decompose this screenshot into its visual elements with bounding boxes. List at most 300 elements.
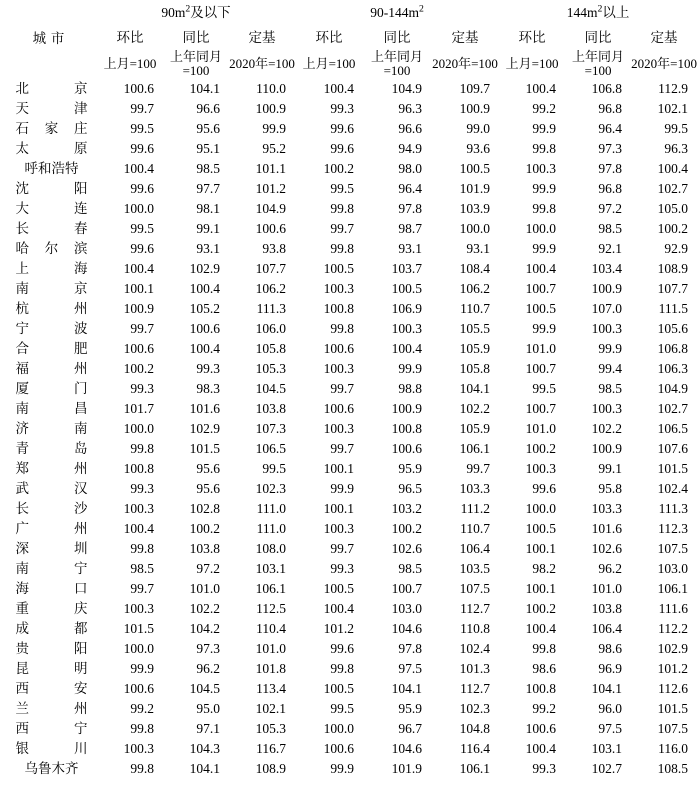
value-cell: 100.2 (525, 600, 557, 616)
value-cell: 100.6 (323, 340, 354, 356)
value-cell: 100.8 (391, 420, 422, 436)
value-cell: 99.3 (330, 560, 354, 576)
table-row (0, 739, 697, 759)
city-cell (0, 159, 97, 179)
value-cell: 100.8 (323, 300, 354, 316)
value-cell: 106.8 (657, 340, 689, 356)
column-header-city: 城市 (32, 31, 70, 47)
value-cell: 100.3 (391, 320, 422, 336)
city-cell (0, 219, 97, 239)
value-cell: 105.9 (459, 340, 491, 356)
value-cell: 99.7 (130, 100, 154, 116)
value-cell: 100.2 (391, 520, 422, 536)
value-cell: 100.9 (591, 440, 623, 456)
value-cell: 98.6 (598, 640, 623, 656)
city-cell (0, 579, 97, 599)
value-cell: 105.8 (459, 360, 491, 376)
value-cell: 99.4 (598, 360, 623, 376)
value-cell: 116.4 (460, 740, 491, 756)
value-cell: 102.7 (657, 400, 689, 416)
value-cell: 105.6 (657, 320, 689, 336)
city-label: 上海 (15, 260, 88, 276)
value-cell: 100.5 (323, 260, 354, 276)
value-cell: 98.2 (532, 560, 557, 576)
value-cell: 105.9 (459, 420, 491, 436)
value-cell: 100.4 (323, 80, 354, 96)
city-label: 成都 (15, 620, 88, 636)
value-cell: 99.1 (598, 460, 623, 476)
value-cell: 99.8 (130, 760, 154, 776)
table-row (0, 679, 697, 699)
value-cell: 100.0 (323, 720, 354, 736)
value-cell: 110.4 (256, 620, 286, 636)
value-cell: 96.2 (196, 660, 220, 676)
value-cell: 100.4 (123, 260, 154, 276)
value-cell: 102.1 (255, 700, 286, 716)
table-row (0, 159, 697, 179)
value-cell: 101.9 (391, 760, 422, 776)
value-cell: 102.7 (591, 760, 623, 776)
value-cell: 103.1 (255, 560, 286, 576)
value-cell: 100.4 (323, 600, 354, 616)
value-cell: 97.8 (398, 200, 422, 216)
value-cell: 99.5 (330, 700, 354, 716)
city-label: 宁波 (15, 320, 88, 336)
value-cell: 102.2 (189, 600, 220, 616)
value-cell: 105.2 (189, 300, 220, 316)
value-cell: 111.0 (256, 500, 286, 516)
table-row (0, 359, 697, 379)
table-row (0, 479, 697, 499)
value-cell: 101.0 (591, 580, 623, 596)
value-cell: 107.5 (657, 540, 689, 556)
value-cell: 99.7 (130, 580, 154, 596)
value-cell: 99.8 (532, 140, 557, 156)
table-row (0, 699, 697, 719)
value-cell: 101.0 (525, 420, 557, 436)
sup-1: 2 (418, 3, 424, 15)
base-header-0-2: 2020年=100 (229, 55, 295, 71)
city-cell (0, 639, 97, 659)
table-row (0, 439, 697, 459)
value-cell: 102.4 (657, 480, 689, 496)
value-cell: 99.2 (532, 700, 557, 716)
city-label: 重庆 (15, 600, 88, 616)
value-cell: 101.5 (657, 700, 689, 716)
base-header-2-2: 2020年=100 (631, 55, 697, 71)
value-cell: 112.2 (658, 620, 689, 636)
value-cell: 103.2 (391, 500, 422, 516)
value-cell: 99.8 (330, 240, 354, 256)
value-cell: 99.6 (330, 140, 354, 156)
city-cell (0, 399, 97, 419)
value-cell: 111.6 (658, 600, 689, 616)
value-cell: 103.5 (459, 560, 491, 576)
value-cell: 99.8 (532, 200, 557, 216)
value-cell: 101.7 (123, 400, 154, 416)
value-cell: 100.8 (525, 680, 557, 696)
value-cell: 112.3 (658, 520, 689, 536)
value-cell: 97.3 (598, 140, 623, 156)
value-cell: 105.0 (657, 200, 689, 216)
value-cell: 95.6 (196, 460, 220, 476)
value-cell: 110.7 (460, 520, 491, 536)
value-cell: 97.2 (598, 200, 623, 216)
value-cell: 100.3 (123, 600, 154, 616)
value-cell: 100.3 (591, 400, 623, 416)
metric-header-1-0: 环比 (315, 29, 343, 45)
city-label: 武汉 (15, 480, 88, 496)
value-cell: 98.0 (398, 160, 422, 176)
value-cell: 111.2 (460, 500, 491, 516)
city-label: 石家庄 (15, 120, 88, 136)
base-header-1-1: 上年同月=100 (370, 48, 423, 78)
value-cell: 106.1 (459, 440, 491, 456)
value-cell: 107.7 (657, 280, 689, 296)
value-cell: 100.6 (525, 720, 557, 736)
value-cell: 102.9 (189, 420, 220, 436)
value-cell: 100.9 (459, 100, 491, 116)
value-cell: 101.9 (459, 180, 491, 196)
value-cell: 107.6 (657, 440, 689, 456)
value-cell: 107.5 (657, 720, 689, 736)
value-cell: 99.6 (532, 480, 557, 496)
value-cell: 104.1 (189, 760, 220, 776)
value-cell: 104.5 (189, 680, 220, 696)
metric-header-0-0: 环比 (116, 29, 144, 45)
value-cell: 100.5 (459, 160, 491, 176)
value-cell: 101.8 (255, 660, 286, 676)
value-cell: 99.9 (130, 660, 154, 676)
value-cell: 110.8 (460, 620, 491, 636)
value-cell: 99.5 (532, 380, 557, 396)
table-header (0, 0, 697, 79)
table-row (0, 519, 697, 539)
value-cell: 111.5 (658, 300, 689, 316)
value-cell: 100.7 (391, 580, 422, 596)
value-cell: 100.5 (525, 520, 557, 536)
table-row (0, 339, 697, 359)
value-cell: 100.6 (255, 220, 286, 236)
metric-header-0-1: 同比 (182, 29, 210, 45)
value-cell: 100.7 (525, 280, 557, 296)
value-cell: 110.7 (460, 300, 491, 316)
value-cell: 111.3 (658, 500, 689, 516)
value-cell: 99.9 (532, 240, 557, 256)
value-cell: 97.1 (196, 720, 220, 736)
value-cell: 104.1 (391, 680, 422, 696)
value-cell: 108.4 (459, 260, 491, 276)
value-cell: 107.3 (255, 420, 286, 436)
value-cell: 96.4 (598, 120, 623, 136)
city-cell (0, 659, 97, 679)
value-cell: 112.9 (658, 80, 689, 96)
value-cell: 97.7 (196, 180, 220, 196)
table-row (0, 459, 697, 479)
value-cell: 112.7 (460, 600, 491, 616)
value-cell: 100.4 (525, 620, 557, 636)
city-label: 贵阳 (15, 640, 88, 656)
value-cell: 112.7 (460, 680, 491, 696)
value-cell: 99.3 (532, 760, 557, 776)
value-cell: 95.6 (196, 480, 220, 496)
value-cell: 100.0 (459, 220, 491, 236)
value-cell: 102.4 (459, 640, 491, 656)
value-cell: 99.7 (330, 440, 354, 456)
base-header-2-0: 上月=100 (505, 55, 559, 71)
table-row (0, 319, 697, 339)
value-cell: 100.4 (189, 280, 220, 296)
value-cell: 100.9 (123, 300, 154, 316)
value-cell: 96.4 (398, 180, 422, 196)
value-cell: 100.4 (123, 520, 154, 536)
value-cell: 111.3 (256, 300, 286, 316)
value-cell: 104.9 (255, 200, 286, 216)
city-label: 深圳 (15, 540, 88, 556)
value-cell: 105.5 (459, 320, 491, 336)
value-cell: 100.0 (123, 200, 154, 216)
value-cell: 101.5 (123, 620, 154, 636)
value-cell: 108.5 (657, 760, 689, 776)
value-cell: 104.9 (657, 380, 689, 396)
city-label: 广州 (15, 520, 88, 536)
value-cell: 100.7 (525, 360, 557, 376)
value-cell: 102.9 (189, 260, 220, 276)
value-cell: 98.3 (196, 380, 220, 396)
city-label: 西安 (15, 680, 88, 696)
value-cell: 113.4 (256, 680, 286, 696)
value-cell: 100.6 (189, 320, 220, 336)
value-cell: 97.2 (196, 560, 220, 576)
value-cell: 104.1 (459, 380, 491, 396)
value-cell: 100.6 (123, 680, 154, 696)
value-cell: 102.6 (391, 540, 422, 556)
city-label: 北京 (15, 80, 88, 96)
table-row (0, 579, 697, 599)
value-cell: 100.1 (525, 540, 557, 556)
sup-0: 2 (185, 3, 191, 15)
value-cell: 101.6 (189, 400, 220, 416)
value-cell: 100.3 (323, 520, 354, 536)
value-cell: 104.6 (391, 620, 422, 636)
city-cell (0, 679, 97, 699)
city-cell (0, 719, 97, 739)
value-cell: 112.5 (256, 600, 286, 616)
metric-header-2-0: 环比 (518, 29, 546, 45)
value-cell: 102.8 (189, 500, 220, 516)
table-row (0, 239, 697, 259)
table-row (0, 499, 697, 519)
value-cell: 99.6 (330, 120, 354, 136)
city-label: 合肥 (15, 340, 88, 356)
value-cell: 103.8 (591, 600, 623, 616)
city-cell (0, 179, 97, 199)
value-cell: 102.2 (459, 400, 491, 416)
value-cell: 103.3 (591, 500, 623, 516)
value-cell: 99.2 (130, 700, 154, 716)
value-cell: 112.6 (658, 680, 689, 696)
value-cell: 103.1 (591, 740, 623, 756)
table-row (0, 79, 697, 99)
value-cell: 107.5 (459, 580, 491, 596)
value-cell: 104.2 (189, 620, 220, 636)
table-row (0, 259, 697, 279)
value-cell: 101.0 (525, 340, 557, 356)
city-label: 兰州 (15, 700, 88, 716)
base-header-0-0: 上月=100 (103, 55, 157, 71)
base-header-0-1: 上年同月=100 (169, 48, 222, 78)
city-cell (0, 119, 97, 139)
city-cell (0, 79, 97, 99)
city-label: 西宁 (15, 720, 88, 736)
value-cell: 96.6 (196, 100, 220, 116)
value-cell: 97.5 (398, 660, 422, 676)
value-cell: 100.0 (123, 420, 154, 436)
value-cell: 116.7 (256, 740, 286, 756)
table-row (0, 539, 697, 559)
value-cell: 99.6 (130, 180, 154, 196)
value-cell: 102.9 (657, 640, 689, 656)
value-cell: 96.8 (598, 100, 623, 116)
value-cell: 111.0 (256, 520, 286, 536)
value-cell: 98.6 (532, 660, 557, 676)
value-cell: 106.4 (591, 620, 623, 636)
base-header-1-0: 上月=100 (302, 55, 356, 71)
city-label: 福州 (15, 360, 88, 376)
city-label: 呼和浩特 (24, 160, 79, 176)
value-cell: 100.9 (391, 400, 422, 416)
value-cell: 105.8 (255, 340, 286, 356)
city-label: 济南 (15, 420, 88, 436)
value-cell: 99.8 (330, 660, 354, 676)
table-row (0, 119, 697, 139)
value-cell: 98.8 (398, 380, 422, 396)
value-cell: 94.9 (398, 140, 422, 156)
city-cell (0, 499, 97, 519)
city-cell (0, 439, 97, 459)
city-cell (0, 759, 97, 779)
table-row (0, 639, 697, 659)
value-cell: 102.1 (657, 100, 689, 116)
group-label-0: $90m^2$及以下 (161, 3, 231, 21)
value-cell: 116.0 (658, 740, 689, 756)
value-cell: 100.4 (123, 160, 154, 176)
value-cell: 103.9 (459, 200, 491, 216)
city-cell (0, 459, 97, 479)
metric-header-1-1: 同比 (383, 29, 411, 45)
value-cell: 103.4 (591, 260, 623, 276)
table-row (0, 199, 697, 219)
value-cell: 99.8 (330, 320, 354, 336)
city-label: 天津 (15, 100, 88, 116)
city-label: 长沙 (15, 500, 88, 516)
value-cell: 99.3 (130, 480, 154, 496)
value-cell: 99.9 (262, 120, 286, 136)
value-cell: 100.9 (255, 100, 286, 116)
value-cell: 98.5 (130, 560, 154, 576)
city-label: 南宁 (15, 560, 88, 576)
value-cell: 100.6 (323, 740, 354, 756)
table-row (0, 139, 697, 159)
city-cell (0, 279, 97, 299)
value-cell: 99.9 (398, 360, 422, 376)
city-cell (0, 379, 97, 399)
city-label: 银川 (15, 740, 88, 756)
value-cell: 100.7 (525, 400, 557, 416)
value-cell: 100.5 (391, 280, 422, 296)
city-cell (0, 599, 97, 619)
value-cell: 100.4 (525, 260, 557, 276)
value-cell: 100.3 (323, 280, 354, 296)
table-row (0, 219, 697, 239)
value-cell: 99.6 (130, 240, 154, 256)
value-cell: 99.9 (532, 180, 557, 196)
city-cell (0, 359, 97, 379)
value-cell: 100.6 (391, 440, 422, 456)
value-cell: 100.3 (525, 460, 557, 476)
value-cell: 93.8 (262, 240, 286, 256)
table-row (0, 759, 697, 779)
value-cell: 100.2 (525, 440, 557, 456)
value-cell: 100.8 (123, 460, 154, 476)
value-cell: 98.5 (598, 220, 623, 236)
value-cell: 104.9 (391, 80, 422, 96)
value-cell: 96.7 (398, 720, 422, 736)
city-cell (0, 539, 97, 559)
value-cell: 100.0 (525, 500, 557, 516)
group-header-90-144 (295, 0, 499, 27)
value-cell: 99.9 (532, 120, 557, 136)
city-label: 昆明 (15, 660, 88, 676)
value-cell: 100.3 (323, 360, 354, 376)
metric-header-2-2: 定基 (650, 29, 678, 45)
city-label: 哈尔滨 (15, 240, 88, 256)
table-row (0, 99, 697, 119)
city-cell (0, 139, 97, 159)
value-cell: 100.1 (323, 460, 354, 476)
value-cell: 106.1 (459, 760, 491, 776)
value-cell: 95.8 (598, 480, 623, 496)
metric-header-2-1: 同比 (584, 29, 612, 45)
city-cell (0, 559, 97, 579)
city-label: 长春 (15, 220, 88, 236)
city-label: 杭州 (15, 300, 88, 316)
value-cell: 101.2 (657, 660, 689, 676)
value-cell: 93.1 (196, 240, 220, 256)
value-cell: 100.2 (123, 360, 154, 376)
value-cell: 106.1 (255, 580, 286, 596)
value-cell: 101.3 (459, 660, 491, 676)
value-cell: 100.4 (525, 740, 557, 756)
table-row (0, 599, 697, 619)
value-cell: 100.6 (123, 80, 154, 96)
group-label-2: $144m^2$以上 (566, 3, 630, 21)
value-cell: 100.2 (323, 160, 354, 176)
value-cell: 106.5 (657, 420, 689, 436)
value-cell: 100.1 (323, 500, 354, 516)
value-cell: 99.3 (196, 360, 220, 376)
value-cell: 101.5 (657, 460, 689, 476)
value-cell: 92.9 (664, 240, 689, 256)
value-cell: 96.3 (398, 100, 422, 116)
city-cell (0, 259, 97, 279)
value-cell: 95.9 (398, 700, 422, 716)
city-label: 大连 (15, 200, 88, 216)
value-cell: 99.7 (330, 220, 354, 236)
group-label-1: $90-144m^2$ (370, 3, 424, 21)
value-cell: 95.1 (196, 140, 220, 156)
header-row-group (0, 0, 697, 27)
